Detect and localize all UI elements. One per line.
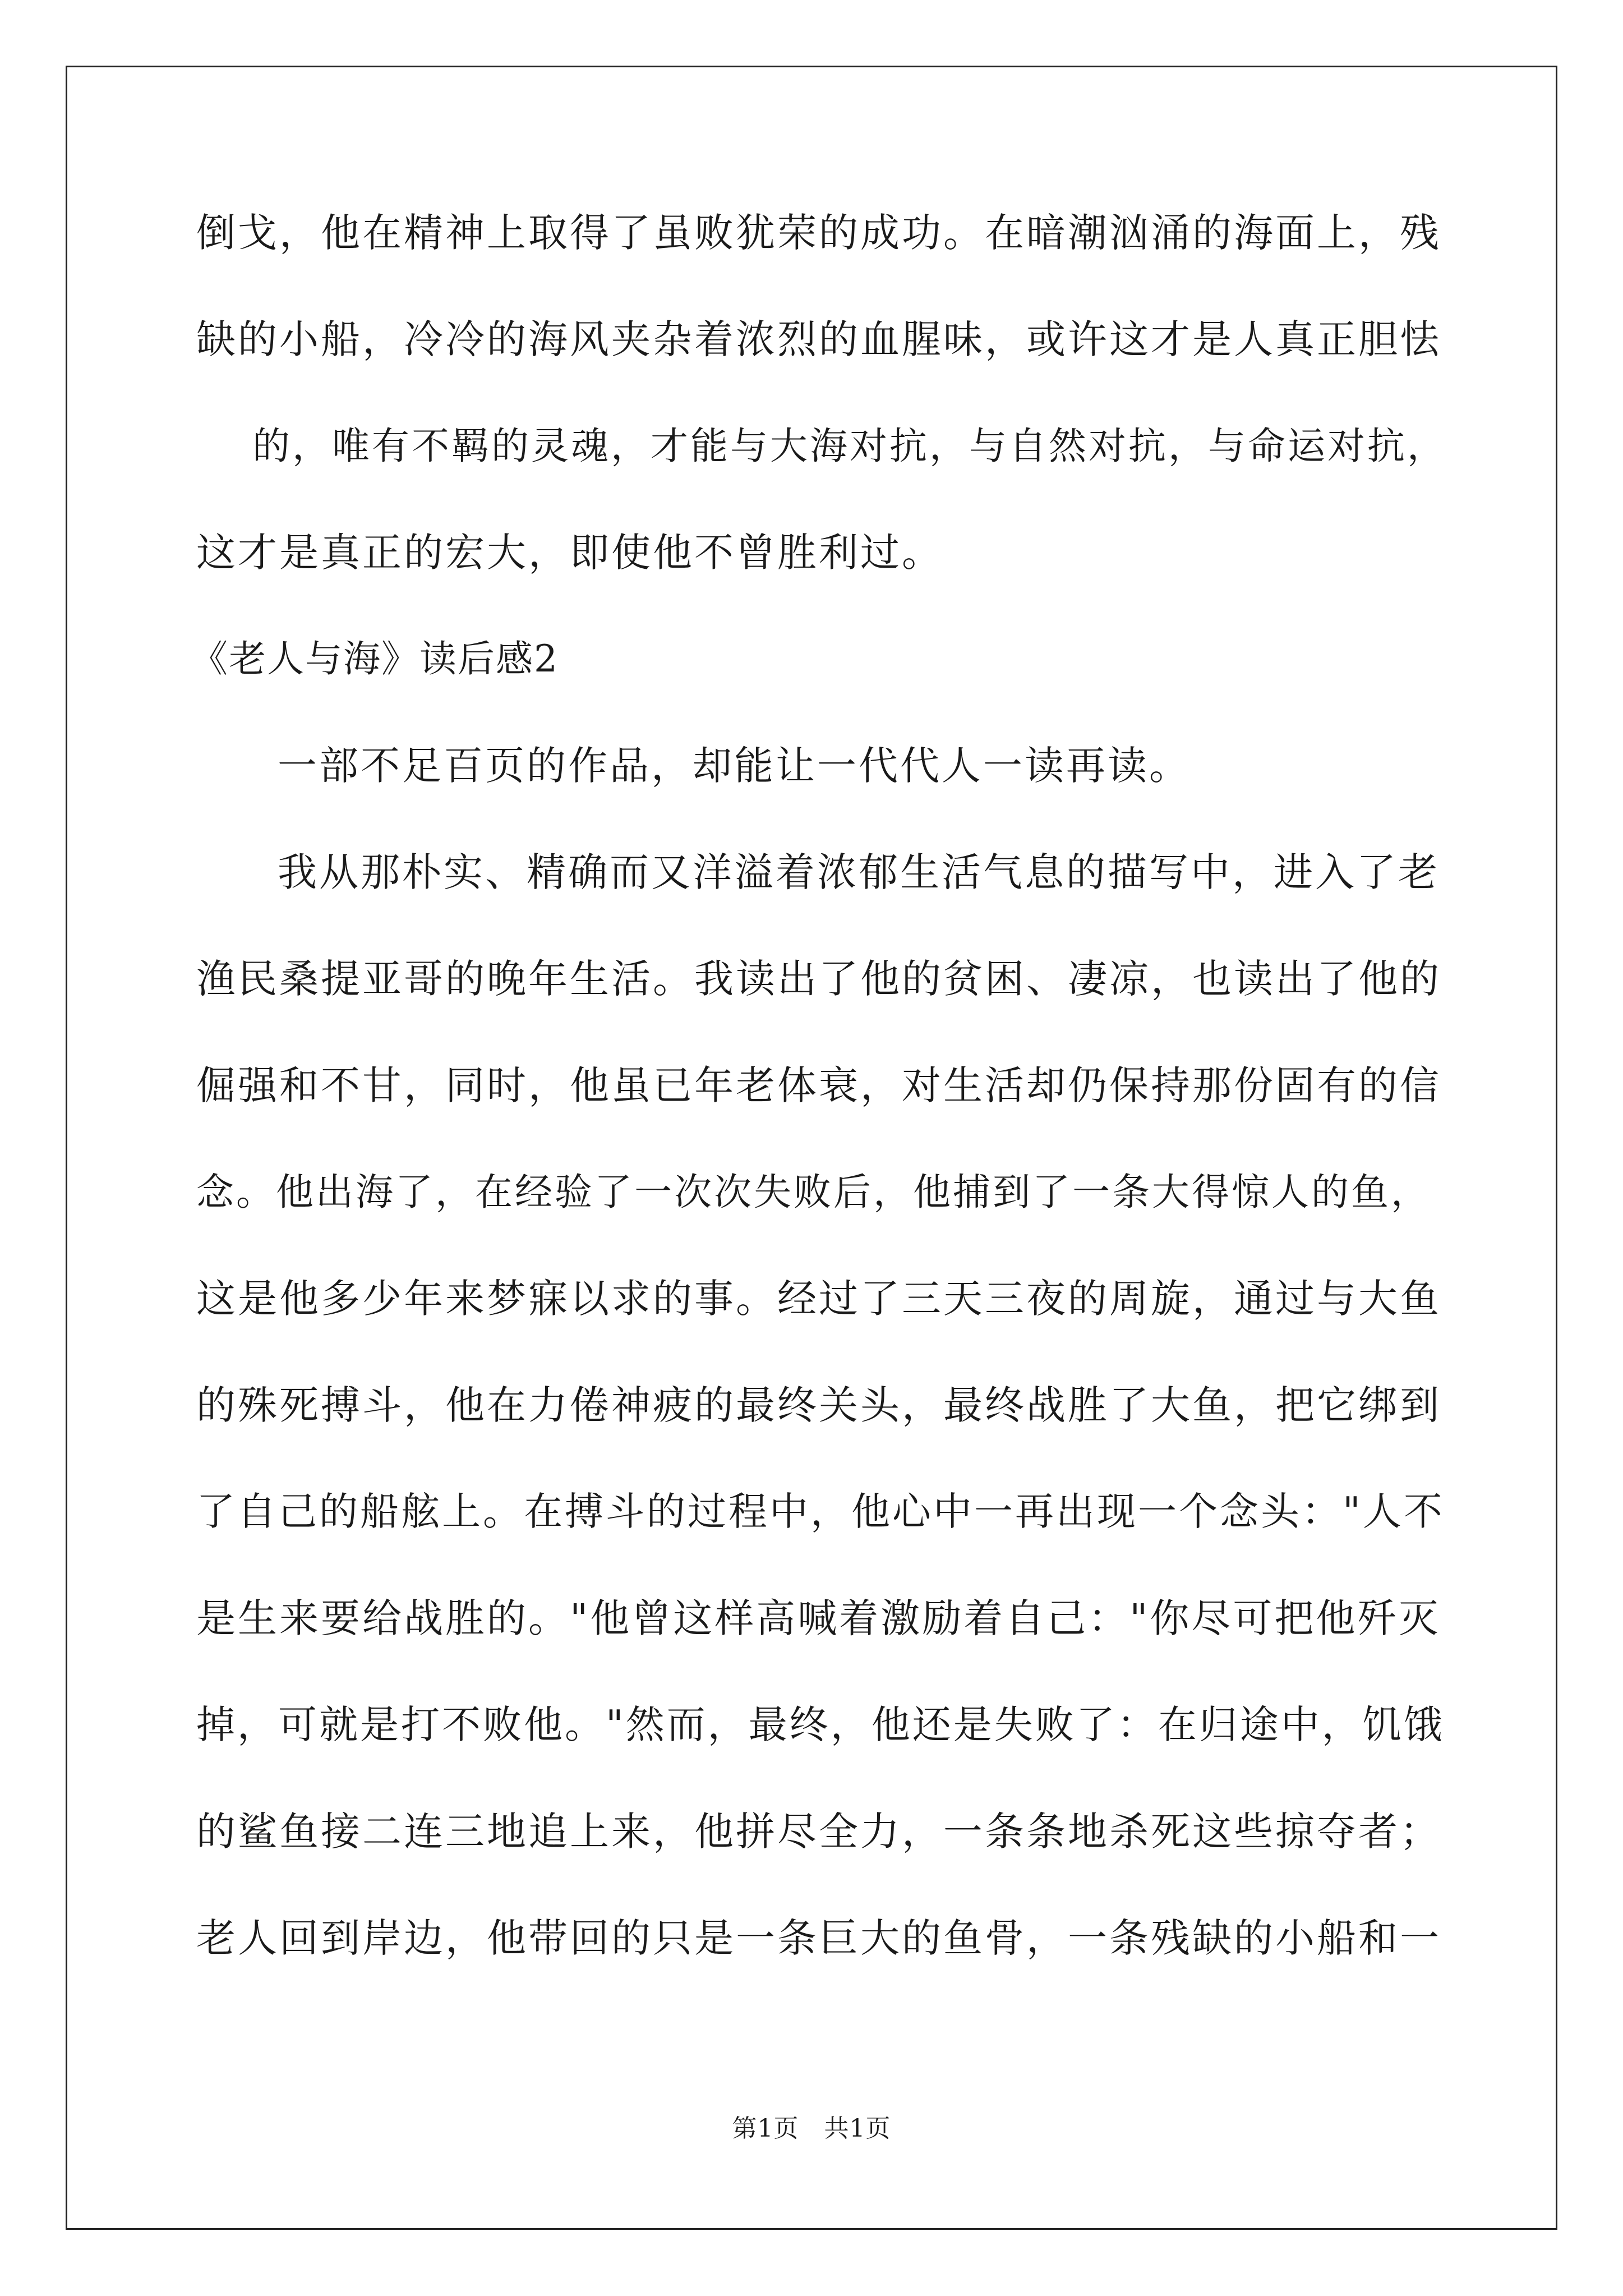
section-heading: 《老人与海》读后感2 — [191, 637, 559, 680]
text-line: 倒戈，他在精神上取得了虽败犹荣的成功。在暗潮汹涌的海面上，残 — [196, 210, 1441, 256]
text-line: 的殊死搏斗，他在力倦神疲的最终关头，最终战胜了大鱼，把它绑到 — [196, 1382, 1441, 1428]
text-line: 一部不足百页的作品，却能让一代代人一读再读。 — [278, 743, 1191, 789]
text-line: 缺的小船，冷冷的海风夹杂着浓烈的血腥味，或许这才是人真正胆怯 — [196, 316, 1441, 362]
text-line: 这才是真正的宏大，即使他不曾胜利过。 — [196, 530, 943, 576]
page-number-footer: 第1页 共1页 — [732, 2114, 891, 2143]
text-line: 的，唯有不羁的灵魂，才能与大海对抗，与自然对抗，与命运对抗， — [252, 424, 1447, 468]
text-line: 掉，可就是打不败他。"然而，最终，他还是失败了：在归途中，饥饿 — [196, 1703, 1445, 1747]
text-line: 倔强和不甘，同时，他虽已年老体衰，对生活却仍保持那份固有的信 — [196, 1062, 1441, 1108]
text-line: 的鲨鱼接二连三地追上来，他拼尽全力，一条条地杀死这些掠夺者； — [196, 1809, 1441, 1855]
text-line: 渔民桑提亚哥的晚年生活。我读出了他的贫困、凄凉，也读出了他的 — [196, 956, 1441, 1002]
text-line: 念。他出海了，在经验了一次次失败后，他捕到了一条大得惊人的鱼， — [196, 1170, 1431, 1214]
text-line: 老人回到岸边，他带回的只是一条巨大的鱼骨，一条残缺的小船和一 — [196, 1915, 1441, 1961]
text-line: 了自己的船舷上。在搏斗的过程中，他心中一再出现一个念头："人不 — [196, 1489, 1445, 1534]
text-line: 我从那朴实、精确而又洋溢着浓郁生活气息的描写中，进入了老 — [278, 849, 1440, 895]
text-line: 这是他多少年来梦寐以求的事。经过了三天三夜的周旋，通过与大鱼 — [196, 1276, 1441, 1322]
text-line: 是生来要给战胜的。"他曾这样高喊着激励着自己："你尽可把他歼灭 — [196, 1595, 1441, 1641]
page-border — [66, 66, 1557, 2230]
